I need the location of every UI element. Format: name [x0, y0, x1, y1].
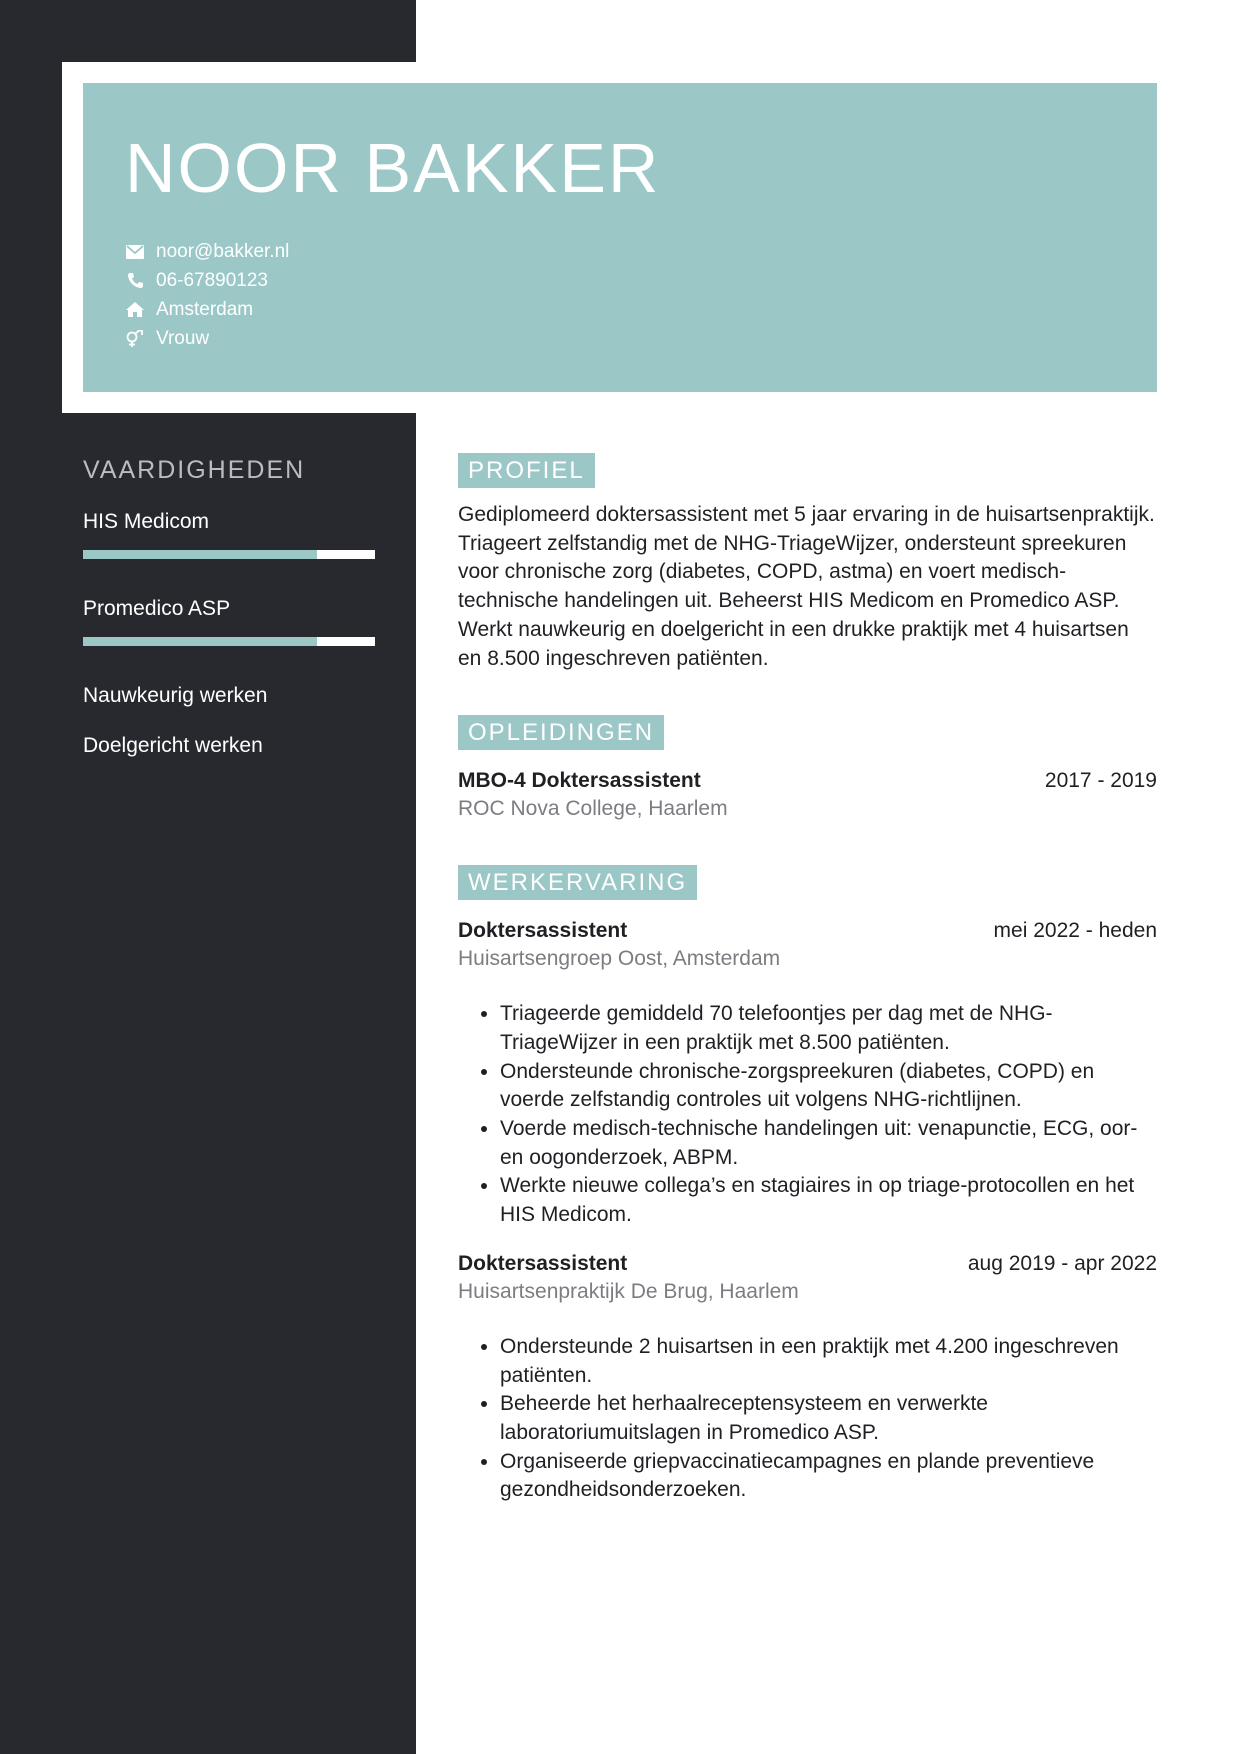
main-content — [458, 453, 1157, 1505]
education-period: 2017 - 2019 — [1044, 769, 1157, 793]
contact-email-text: noor@bakker.nl — [156, 240, 290, 262]
phone-icon — [124, 272, 146, 290]
skill-doelgericht-werken: Doelgericht werken — [83, 734, 263, 757]
education-section — [458, 715, 1157, 823]
contact-phone-text: 06-67890123 — [156, 269, 268, 291]
experience-entry — [458, 917, 1157, 1230]
list-item: • Ondersteunde chronische-zorgspreekuren (diabetes, COPD) en voerde zelfstandig controles uit volgens NHG-richtlijnen. — [500, 1058, 1157, 1115]
experience-role: Doktersassistent — [458, 1251, 628, 1275]
list-item: • Organiseerde griepvaccinatiecampagnes en plande preventieve gezondheidsonderzoeken. — [500, 1448, 1157, 1505]
contact-gender — [124, 324, 289, 353]
education-school: ROC Nova College, Haarlem — [458, 797, 728, 821]
experience-role: Doktersassistent — [458, 919, 628, 943]
skill-nauwkeurig-werken: Nauwkeurig werken — [83, 684, 268, 707]
skill-level-fill — [83, 637, 317, 646]
skill-level-fill — [83, 550, 317, 559]
profile-title: PROFIEL — [458, 453, 595, 488]
skill-his-medicom: HIS Medicom — [83, 510, 210, 533]
profile-section — [458, 453, 1157, 673]
skills-title: VAARDIGHEDEN — [83, 456, 306, 484]
contact-gender-text: Vrouw — [156, 327, 210, 349]
profile-text: Gediplomeerd doktersassistent met 5 jaar ervaring in de huisartsenpraktijk. Triageert zelfstandig met de NHG-TriageWijzer, ondersteunt spreekuren voor chronische zorg (diabetes, COPD, astma) en voert medisch-technische handelingen uit. Beheerst HIS Medicom en Promedico ASP. Werkt nauwkeurig en doelgericht in een drukke praktijk met 4 huisartsen en 8.500 ingeschreven patiënten. — [458, 503, 1155, 670]
gender-icon — [124, 330, 146, 348]
list-item: • Triageerde gemiddeld 70 telefoontjes per dag met de NHG-TriageWijzer in een praktijk met 8.500 patiënten. — [500, 1000, 1157, 1057]
contact-email — [124, 237, 289, 266]
contact-phone — [124, 266, 289, 295]
home-icon — [124, 301, 146, 319]
contact-city — [124, 295, 289, 324]
header — [83, 83, 1157, 392]
list-item: • Ondersteunde 2 huisartsen in een praktijk met 4.200 ingeschreven patiënten. — [500, 1333, 1157, 1390]
experience-employer: Huisartsenpraktijk De Brug, Haarlem — [458, 1279, 799, 1303]
experience-title: WERKERVARING — [458, 865, 697, 900]
skills-section — [83, 450, 375, 782]
experience-period: mei 2022 - heden — [993, 919, 1157, 943]
experience-section — [458, 865, 1157, 1505]
experience-bullets — [458, 1000, 1157, 1230]
skill-promedico-asp: Promedico ASP — [83, 597, 231, 620]
education-degree: MBO-4 Doktersassistent — [458, 769, 701, 793]
list-item: • Voerde medisch-technische handelingen uit: venapunctie, ECG, oor- en oogonderzoek, ABPM. — [500, 1115, 1157, 1172]
envelope-icon — [124, 243, 146, 261]
contact-city-text: Amsterdam — [156, 298, 254, 320]
skill-level-bar — [83, 637, 375, 646]
education-entry — [458, 767, 1157, 823]
candidate-name: NOOR BAKKER — [125, 129, 661, 207]
contact-list — [124, 237, 289, 353]
experience-bullets — [458, 1333, 1157, 1505]
skill-level-bar — [83, 550, 375, 559]
experience-employer: Huisartsengroep Oost, Amsterdam — [458, 947, 781, 971]
list-item: • Werkte nieuwe collega’s en stagiaires in op triage-protocollen en het HIS Medicom. — [500, 1172, 1157, 1229]
experience-period: aug 2019 - apr 2022 — [967, 1251, 1157, 1275]
experience-entry — [458, 1250, 1157, 1505]
education-title: OPLEIDINGEN — [458, 715, 664, 750]
list-item: • Beheerde het herhaalreceptensysteem en verwerkte laboratoriumuitslagen in Promedico ASP. — [500, 1390, 1157, 1447]
